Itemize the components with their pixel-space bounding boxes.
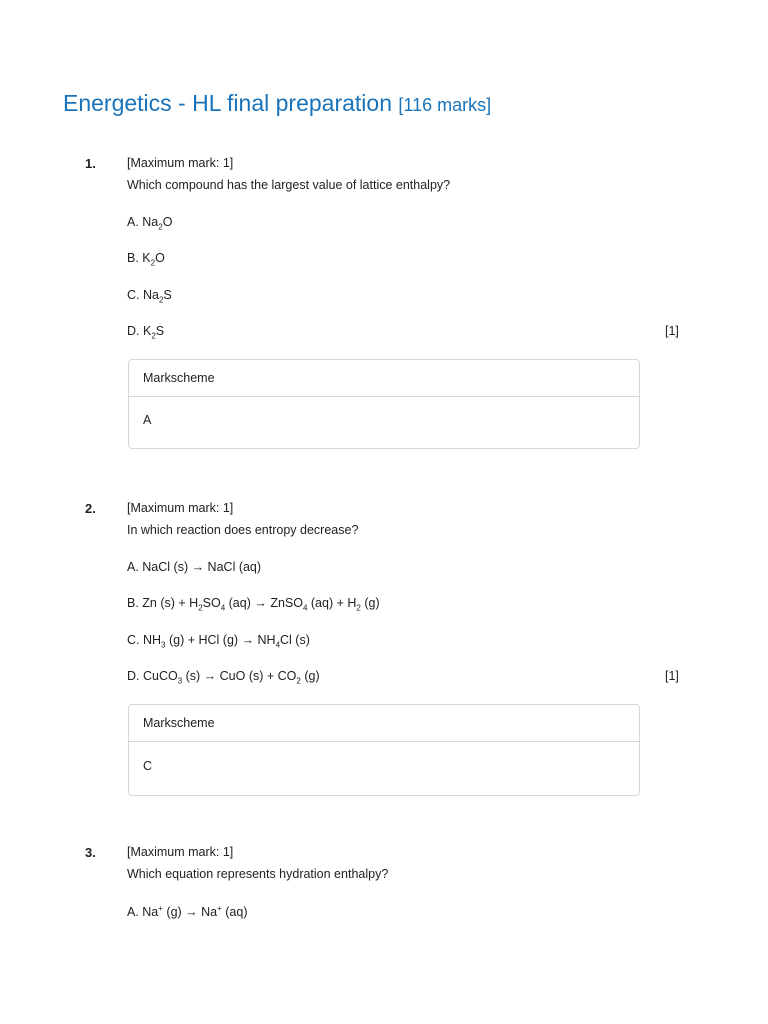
markscheme-box: [128, 704, 640, 796]
question-number: 1.: [85, 156, 96, 171]
title-total-marks: [116 marks]: [398, 95, 492, 115]
markscheme-answer: C: [143, 759, 153, 773]
option-d: D. CuCO$_3$ (s) → CuO $(s) + CO_2$ (g): [127, 669, 320, 686]
option-b: B. $K_2O$: [127, 251, 165, 268]
markscheme-answer: A: [143, 413, 152, 427]
option-d: D. $K_2S$: [127, 324, 165, 341]
markscheme-header: Markscheme: [129, 360, 639, 397]
option-a: A. NaCl (s) → NaCl (aq): [127, 560, 262, 574]
question-text: Which compound has the largest value of lattice enthalpy?: [127, 178, 451, 192]
max-mark: [Maximum mark: 1]: [127, 845, 234, 859]
markscheme-header: Markscheme: [129, 705, 639, 742]
question-marks: [1]: [665, 324, 679, 338]
question-text: Which equation represents hydration enthalpy?: [127, 867, 389, 881]
option-a: A. Na+ (g) → Na+ (aq): [127, 904, 248, 920]
markscheme-box: [128, 359, 640, 449]
option-c: C. $Na_2S$: [127, 288, 172, 305]
question-number: 3.: [85, 845, 96, 860]
max-mark: [Maximum mark: 1]: [127, 501, 234, 515]
page-title: [63, 90, 491, 117]
option-b: B. Zn $(s) + H_2SO_4$ (aq) → ZnSO$_4$ $(aq) + H_2$ (g): [127, 596, 380, 613]
option-a: A. $Na_2O$: [127, 215, 173, 232]
option-c: C. $NH_3$ (g) + HCl $(g) \to NH_4Cl$ (s): [127, 633, 310, 650]
question-marks: [1]: [665, 669, 679, 683]
question-number: 2.: [85, 501, 96, 516]
title-text: Energetics - HL final preparation: [63, 90, 392, 116]
max-mark: [Maximum mark: 1]: [127, 156, 234, 170]
question-text: In which reaction does entropy decrease?: [127, 523, 359, 537]
